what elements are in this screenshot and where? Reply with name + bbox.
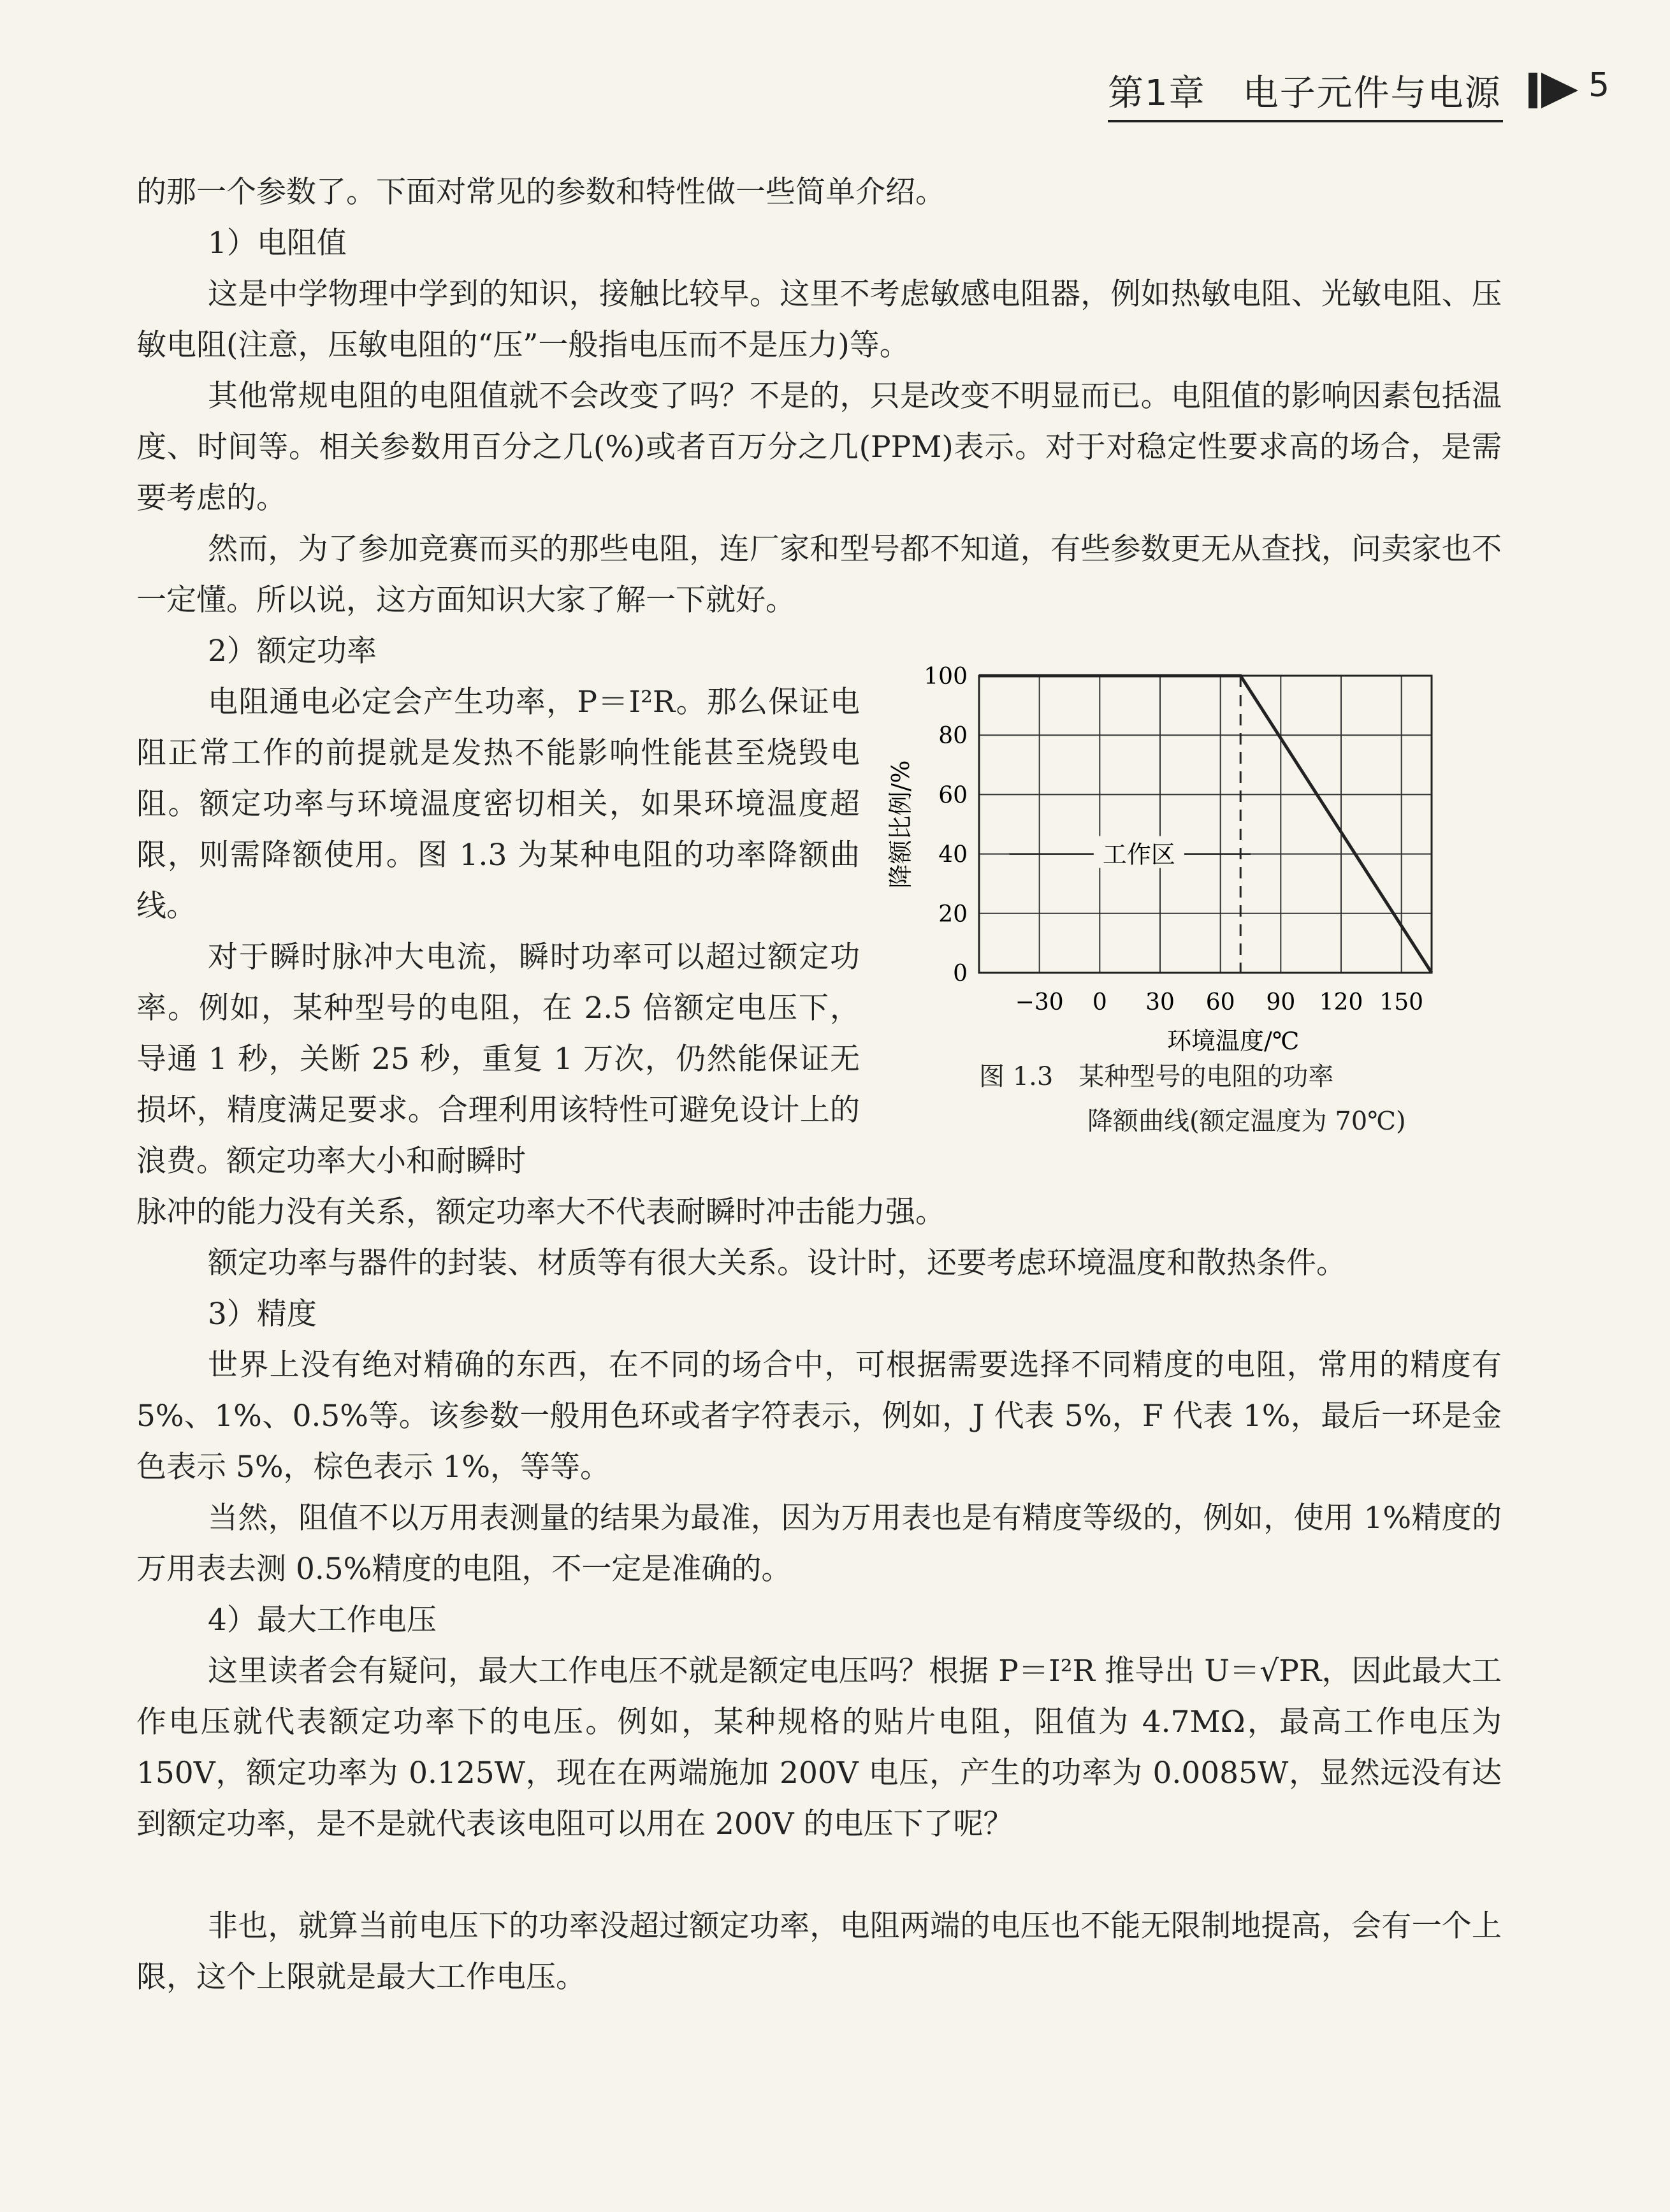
paragraph: 的那一个参数了。下面对常见的参数和特性做一些简单介绍。 [136,175,945,210]
paragraph: 这是中学物理中学到的知识，接触比较早。这里不考虑敏感电阻器，例如热敏电阻、光敏电阻、压敏电阻(注意，压敏电阻的“压”一般指电压而不是压力)等。 [136,277,1502,363]
x-tick-label: 0 [1092,989,1107,1015]
plot-frame [979,676,1432,973]
y-tick-label: 60 [938,782,968,809]
play-arrow-icon [1528,70,1578,111]
x-axis-label: 环境温度/℃ [1167,1027,1300,1055]
paragraph: 脉冲的能力没有关系，额定功率大不代表耐瞬时冲击能力强。 [136,1195,945,1230]
series-line [979,676,1432,973]
y-tick-label: 80 [938,723,968,750]
y-tick-label: 0 [953,961,968,987]
y-tick-label: 20 [938,901,968,928]
paragraph: 非也，就算当前电压下的功率没超过额定功率，电阻两端的电压也不能无限制地提高，会有一个上限，这个上限就是最大工作电压。 [136,1909,1502,1995]
working-area-annotation [1009,836,1251,869]
x-tick-label: 150 [1379,989,1424,1015]
derating-chart [883,649,1502,1055]
y-axis-label: 降额比例/% [887,760,915,889]
annotation-label: 工作区 [1102,840,1175,869]
section-heading: 4）最大工作电压 [208,1603,437,1638]
section-heading: 1）电阻值 [208,226,347,261]
x-tick-label: −30 [1015,989,1064,1015]
y-tick-label: 40 [938,841,968,868]
y-tick-label: 100 [924,664,968,690]
paragraph: 电阻通电必定会产生功率，P＝I²R。那么保证电阻正常工作的前提就是发热不能影响性能甚至烧毁电阻。额定功率与环境温度密切相关，如果环境温度超限，则需降额使用。图 1.3 为某种电阻的功率降额曲线。 [136,685,860,924]
paragraph: 然而，为了参加竞赛而买的那些电阻，连厂家和型号都不知道，有些参数更无从查找，问卖家也不一定懂。所以说，这方面知识大家了解一下就好。 [136,532,1502,618]
paragraph: 对于瞬时脉冲大电流，瞬时功率可以超过额定功率。例如，某种型号的电阻，在 2.5 倍额定电压下，导通 1 秒，关断 25 秒，重复 1 万次，仍然能保证无损坏，精度满足要求。合理利用该特性可避免设计上的浪费。额定功率大小和耐瞬时 [136,940,860,1179]
figure-caption-line1: 图 1.3 某种型号的电阻的功率 [979,1062,1334,1091]
header-rule [1108,120,1503,122]
x-tick-label: 30 [1145,989,1175,1015]
x-tick-label: 60 [1205,989,1235,1015]
figure-1-3 [883,649,1502,1159]
paragraph: 其他常规电阻的电阻值就不会改变了吗？不是的，只是改变不明显而已。电阻值的影响因素包括温度、时间等。相关参数用百分之几(%)或者百万分之几(PPM)表示。对于对稳定性要求高的场合，是需要考虑的。 [136,379,1502,516]
x-tick-label: 90 [1266,989,1296,1015]
paragraph: 额定功率与器件的封装、材质等有很大关系。设计时，还要考虑环境温度和散热条件。 [208,1246,1346,1281]
x-tick-label: 120 [1319,989,1363,1015]
figure-caption-line2: 降额曲线(额定温度为 70℃) [1087,1107,1406,1136]
chart-grid [979,676,1432,973]
paragraph: 这里读者会有疑问，最大工作电压不就是额定电压吗？根据 P＝I²R 推导出 U＝√PR，因此最大工作电压就代表额定功率下的电压。例如，某种规格的贴片电阻，阻值为 4.7MΩ，最高工作电压为 150V，额定功率为 0.125W，现在在两端施加 200V 电压，产生的功率为 0.0085W，显然远没有达到额定功率，是不是就代表该电阻可以用在 200V 的电压下了呢？ [136,1654,1502,1842]
section-heading: 3）精度 [208,1297,317,1332]
page-number: 5 [1588,66,1610,105]
paragraph: 世界上没有绝对精确的东西，在不同的场合中，可根据需要选择不同精度的电阻，常用的精度有 5%、1%、0.5%等。该参数一般用色环或者字符表示，例如，J 代表 5%，F 代表 1%，最后一环是金色表示 5%，棕色表示 1%，等等。 [136,1348,1502,1485]
paragraph: 当然，阻值不以万用表测量的结果为最准，因为万用表也是有精度等级的，例如，使用 1%精度的万用表去测 0.5%精度的电阻，不一定是准确的。 [136,1501,1502,1587]
running-header [0,57,1670,127]
chapter-title: 第1章 电子元件与电源 [1108,73,1502,114]
section-heading: 2）额定功率 [208,634,377,669]
